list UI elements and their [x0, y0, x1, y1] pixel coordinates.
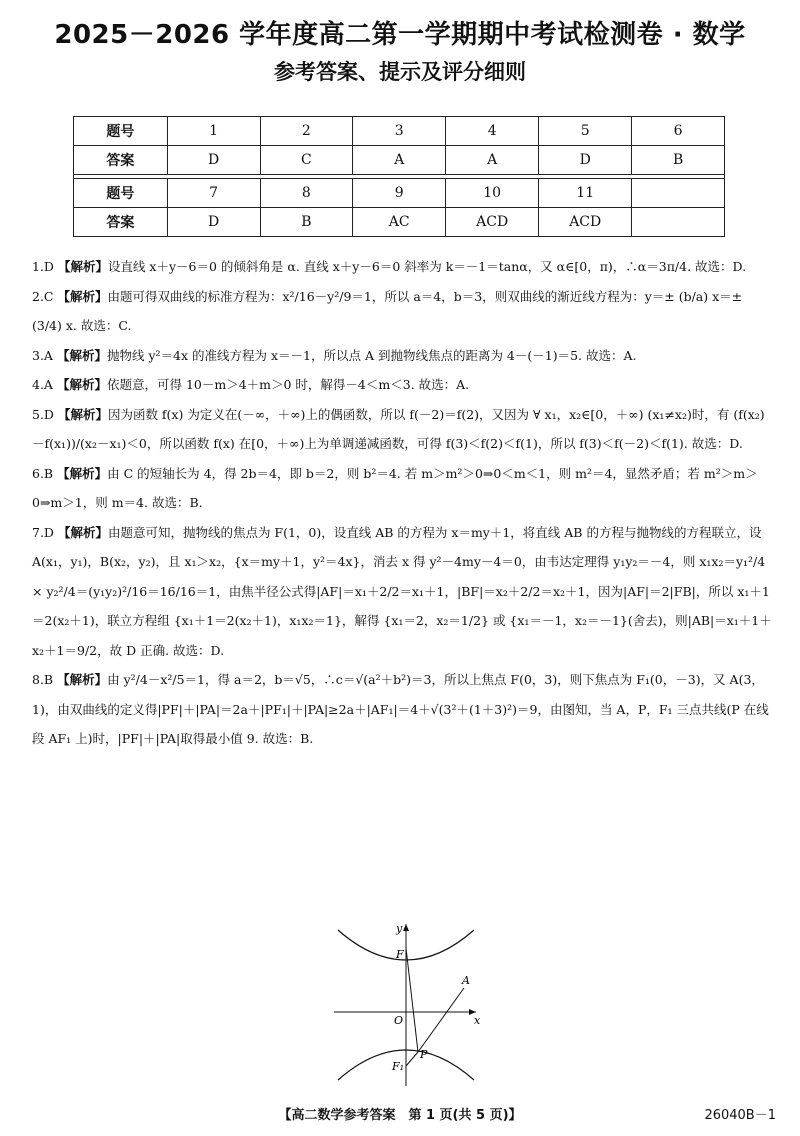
table-cell: C	[260, 146, 353, 175]
table-cell: D	[539, 146, 632, 175]
solution-text: 由题可得双曲线的标准方程为：x²/16－y²/9＝1，所以 a＝4，b＝3，则双曲线的渐近线方程为：y＝± (b/a) x＝± (3/4) x. 故选：C.	[32, 288, 743, 333]
row-label-answer: 答案	[74, 146, 168, 175]
label-A: A	[462, 974, 470, 987]
solution-text: 由 y²/4－x²/5＝1，得 a＝2，b＝√5，∴c＝√(a²＋b²)＝3，所以上焦点 F(0，3)，则下焦点为 F₁(0，－3)，又 A(3，1)，由双曲线的定义得|PF|＋|PA|＝2a＋|PF₁|＋|PA|≥2a＋|AF₁|＝4＋√(3²＋(1＋3)²)＝9，由图知，当 A，P，F₁ 三点共线(P 在线段 AF₁ 上)时，|PF|＋|PA|取得最小值 9. 故选：B.	[32, 672, 769, 746]
solution-1	[32, 252, 772, 282]
label-y: y	[396, 922, 403, 935]
table-cell: AC	[353, 208, 446, 237]
solution-2	[32, 282, 772, 341]
table-cell: 10	[446, 179, 539, 208]
table-row	[74, 179, 725, 208]
page-footer: 【高二数学参考答案 第 1 页(共 5 页)】	[278, 1108, 522, 1123]
solution-text: 因为函数 f(x) 为定义在(－∞，＋∞)上的偶函数，所以 f(－2)＝f(2)，又因为 ∀ x₁，x₂∈[0，＋∞) (x₁≠x₂)时，有 (f(x₂)－f(x₁))/(x₂－x₁)＜0，所以函数 f(x) 在[0，＋∞)上为单调递减函数，可得 f(3)＜f(2)＜f(1)，所以 f(3)＜f(－2)＜f(1). 故选：D.	[32, 406, 765, 451]
segment-F1P	[406, 1052, 418, 1066]
solution-text: 依题意，可得 10－m＞4＋m＞0 时，解得－4＜m＜3. 故选：A.	[106, 377, 470, 392]
table-cell: 8	[260, 179, 353, 208]
solution-number: 8.B	[32, 672, 54, 687]
row-label-answer: 答案	[74, 208, 168, 237]
solution-tag: 【解析】	[56, 377, 107, 392]
page-subtitle: 参考答案、提示及评分细则	[274, 60, 526, 84]
solution-number: 6.B	[32, 465, 54, 481]
solutions-body	[32, 252, 772, 754]
document-code: 26040B－1	[704, 1108, 776, 1123]
solution-number: 1.D	[32, 259, 54, 274]
table-row	[74, 146, 725, 175]
table-cell	[632, 179, 725, 208]
label-O: O	[394, 1014, 404, 1027]
solution-number: 2.C	[32, 288, 54, 304]
table-cell: 9	[353, 179, 446, 208]
solution-8	[32, 665, 772, 754]
table-cell: D	[167, 208, 260, 237]
y-axis-arrow	[403, 924, 409, 931]
table-cell: 4	[446, 117, 539, 146]
table-cell: 3	[353, 117, 446, 146]
solution-4	[32, 370, 772, 400]
table-row	[74, 208, 725, 237]
solution-3	[32, 341, 772, 371]
table-cell: 11	[539, 179, 632, 208]
page-title: 2025－2026 学年度高二第一学期期中考试检测卷 · 数学	[54, 20, 746, 50]
table-cell: A	[353, 146, 446, 175]
solution-5	[32, 400, 772, 459]
solution-number: 3.A	[32, 347, 53, 363]
solution-text: 由 C 的短轴长为 4，得 2b＝4，即 b＝2，则 b²＝4. 若 m＞m²＞0⇒0＜m＜1，则 m²＝4，显然矛盾；若 m²＞m＞0⇒m＞1，则 m＝4. 故选：B.	[32, 465, 758, 510]
solution-text: 由题意可知，抛物线的焦点为 F(1，0)，设直线 AB 的方程为 x＝my＋1，将直线 AB 的方程与抛物线的方程联立，设 A(x₁，y₁)，B(x₂，y₂)，且 x₁＞x₂，{x＝my＋1，y²＝4x}，消去 x 得 y²－4my－4＝0，由韦达定理得 y₁y₂＝－4，则 x₁x₂＝y₁²/4 × y₂²/4＝(y₁y₂)²/16＝16/16＝1，由焦半径公式得|AF|＝x₁＋2/2＝x₁＋1，|BF|＝x₂＋2/2＝x₂＋1，因为|AF|＝2|FB|，所以 x₁＋1＝2(x₂＋1)，联立方程组 {x₁＋1＝2(x₂＋1)，x₁x₂＝1}，解得 {x₁＝2，x₂＝1/2} 或 {x₁＝－1，x₂＝－1}(舍去)，则|AB|＝x₁＋1＋x₂＋1＝9/2，故 D 正确. 故选：D.	[32, 524, 772, 658]
solution-text: 设直线 x＋y－6＝0 的倾斜角是 α. 直线 x＋y－6＝0 斜率为 k＝－1＝tanα，又 α∈[0，π)，∴α＝3π/4. 故选：D.	[107, 259, 747, 274]
table-cell: 2	[260, 117, 353, 146]
row-label-question: 题号	[74, 179, 168, 208]
table-row	[74, 117, 725, 146]
solution-tag: 【解析】	[57, 524, 108, 540]
solution-tag: 【解析】	[57, 672, 108, 687]
solution-number: 7.D	[32, 524, 54, 540]
segment-FP	[406, 948, 418, 1052]
solution-text: 抛物线 y²＝4x 的准线方程为 x＝－1，所以点 A 到抛物线焦点的距离为 4－(－1)＝5. 故选：A.	[106, 347, 637, 363]
row-label-question: 题号	[74, 117, 168, 146]
solution-number: 4.A	[32, 377, 53, 392]
answer-table	[73, 116, 725, 237]
solution-tag: 【解析】	[57, 465, 108, 481]
table-cell: B	[260, 208, 353, 237]
solution-tag: 【解析】	[57, 406, 108, 422]
table-cell: 5	[539, 117, 632, 146]
table-cell: 1	[167, 117, 260, 146]
segment-PA	[418, 988, 464, 1052]
table-cell: 6	[632, 117, 725, 146]
hyperbola-figure	[330, 920, 482, 1090]
table-cell: B	[632, 146, 725, 175]
solution-tag: 【解析】	[57, 288, 108, 304]
solution-6	[32, 459, 772, 518]
label-F1: F₁	[392, 1060, 405, 1073]
label-P: P	[420, 1048, 428, 1061]
table-cell: A	[446, 146, 539, 175]
solution-tag: 【解析】	[57, 259, 108, 274]
label-F: F	[396, 948, 404, 961]
solution-7	[32, 518, 772, 666]
table-cell: 7	[167, 179, 260, 208]
table-cell: D	[167, 146, 260, 175]
table-cell: ACD	[446, 208, 539, 237]
solution-number: 5.D	[32, 406, 54, 422]
solution-tag: 【解析】	[56, 347, 107, 363]
label-x: x	[474, 1014, 481, 1027]
table-cell: ACD	[539, 208, 632, 237]
table-cell	[632, 208, 725, 237]
